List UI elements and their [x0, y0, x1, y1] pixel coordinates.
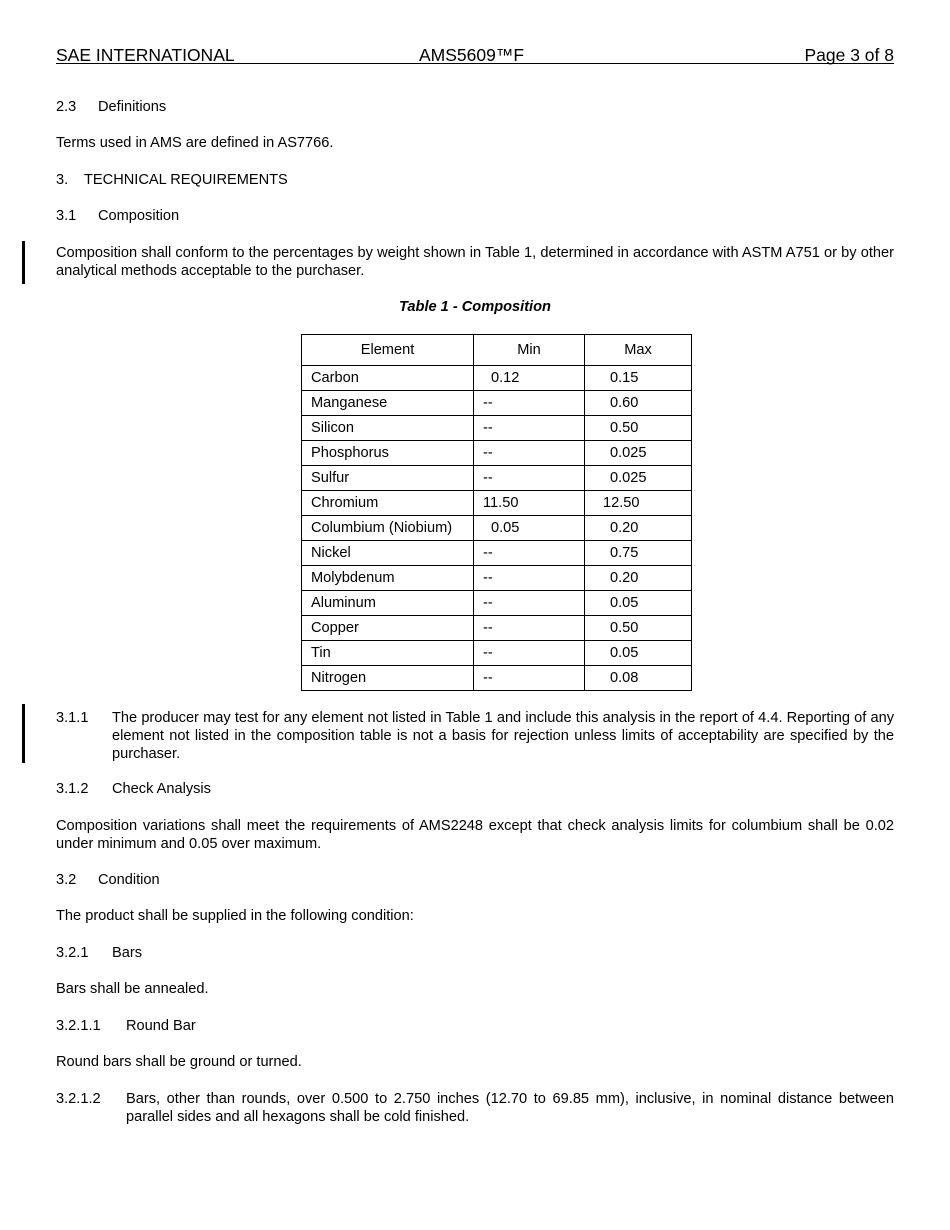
element-cell: Sulfur: [302, 466, 474, 491]
section-2-3-title: Definitions: [98, 99, 167, 115]
section-3-1-2-body: Composition variations shall meet the requirements of AMS2248 except that check analysis limits for columbium shall be 0.02 under minimum and 0.05 over maximum.: [56, 818, 894, 852]
section-3-2-1-body: Bars shall be annealed.: [56, 981, 209, 997]
section-2-3-number: 2.3: [56, 99, 77, 115]
section-3-2-1-1-number: 3.2.1.1: [56, 1018, 101, 1034]
table-row: [302, 366, 692, 391]
min-cell: --: [474, 591, 585, 616]
max-cell: 0.025: [585, 441, 692, 466]
header-org: SAE INTERNATIONAL: [56, 45, 235, 65]
max-cell: 0.08: [585, 666, 692, 691]
min-cell: --: [474, 616, 585, 641]
min-cell: 11.50: [474, 491, 585, 516]
table-row: [302, 391, 692, 416]
max-cell: 0.60: [585, 391, 692, 416]
element-cell: Aluminum: [302, 591, 474, 616]
element-cell: Nitrogen: [302, 666, 474, 691]
min-cell: --: [474, 391, 585, 416]
max-cell: 0.15: [585, 366, 692, 391]
min-cell: --: [474, 641, 585, 666]
composition-table: [301, 334, 692, 691]
column-header-element: Element: [302, 335, 474, 366]
column-header-min: Min: [474, 335, 585, 366]
section-3-1-body: Composition shall conform to the percentages by weight shown in Table 1, determined in accordance with ASTM A751 or by other analytical methods acceptable to the purchaser.: [56, 245, 894, 279]
header-page-number: Page 3 of 8: [804, 45, 894, 65]
table-row: [302, 641, 692, 666]
table-row: [302, 441, 692, 466]
section-3-2-1-2-body: Bars, other than rounds, over 0.500 to 2.750 inches (12.70 to 69.85 mm), inclusive, in nominal distance between parallel sides and all hexagons shall be cold finished.: [126, 1091, 894, 1125]
section-3-2-body: The product shall be supplied in the following condition:: [56, 908, 414, 924]
section-3-number: 3.: [56, 172, 69, 188]
max-cell: 0.50: [585, 416, 692, 441]
max-cell: 0.05: [585, 641, 692, 666]
max-cell: 0.05: [585, 591, 692, 616]
element-cell: Columbium (Niobium): [302, 516, 474, 541]
section-3-2-1-1-title: Round Bar: [126, 1018, 196, 1034]
element-cell: Copper: [302, 616, 474, 641]
element-cell: Carbon: [302, 366, 474, 391]
change-bar: [22, 241, 25, 284]
section-3-1-1-number: 3.1.1: [56, 710, 89, 726]
element-cell: Nickel: [302, 541, 474, 566]
min-cell: 0.12: [474, 366, 585, 391]
max-cell: 0.20: [585, 566, 692, 591]
max-cell: 0.20: [585, 516, 692, 541]
column-header-max: Max: [585, 335, 692, 366]
max-cell: 12.50: [585, 491, 692, 516]
table-row: [302, 516, 692, 541]
section-3-2-1-number: 3.2.1: [56, 945, 89, 961]
min-cell: --: [474, 466, 585, 491]
max-cell: 0.75: [585, 541, 692, 566]
table-row: [302, 566, 692, 591]
element-cell: Chromium: [302, 491, 474, 516]
section-3-2-1-2-number: 3.2.1.2: [56, 1091, 101, 1107]
max-cell: 0.025: [585, 466, 692, 491]
min-cell: --: [474, 566, 585, 591]
table-row: [302, 541, 692, 566]
section-3-2-title: Condition: [98, 872, 160, 888]
change-bar: [22, 704, 25, 763]
section-3-title: TECHNICAL REQUIREMENTS: [84, 172, 288, 188]
table-row: [302, 591, 692, 616]
element-cell: Phosphorus: [302, 441, 474, 466]
section-2-3-body: Terms used in AMS are defined in AS7766.: [56, 135, 334, 151]
section-3-1-title: Composition: [98, 208, 180, 224]
table-row: [302, 416, 692, 441]
element-cell: Silicon: [302, 416, 474, 441]
max-cell: 0.50: [585, 616, 692, 641]
header-rule: [56, 63, 894, 64]
min-cell: --: [474, 441, 585, 466]
table-row: [302, 666, 692, 691]
header-doc-id: AMS5609™F: [419, 45, 525, 65]
section-3-1-number: 3.1: [56, 208, 77, 224]
min-cell: --: [474, 666, 585, 691]
section-3-1-2-number: 3.1.2: [56, 781, 89, 797]
element-cell: Tin: [302, 641, 474, 666]
section-3-2-1-title: Bars: [112, 945, 143, 961]
table-row: [302, 616, 692, 641]
section-3-1-1-body: The producer may test for any element not listed in Table 1 and include this analysis in the report of 4.4. Reporting of any element not listed in the composition table is not a basis for rejection unless limits of acceptability are specified by the purchaser.: [112, 710, 894, 762]
table-caption: Table 1 - Composition: [399, 299, 551, 315]
section-3-1-2-title: Check Analysis: [112, 781, 211, 797]
min-cell: --: [474, 541, 585, 566]
table-row: [302, 491, 692, 516]
element-cell: Molybdenum: [302, 566, 474, 591]
table-header-row: [302, 335, 692, 366]
element-cell: Manganese: [302, 391, 474, 416]
section-3-2-1-1-body: Round bars shall be ground or turned.: [56, 1054, 302, 1070]
min-cell: 0.05: [474, 516, 585, 541]
table-row: [302, 466, 692, 491]
min-cell: --: [474, 416, 585, 441]
section-3-2-number: 3.2: [56, 872, 77, 888]
